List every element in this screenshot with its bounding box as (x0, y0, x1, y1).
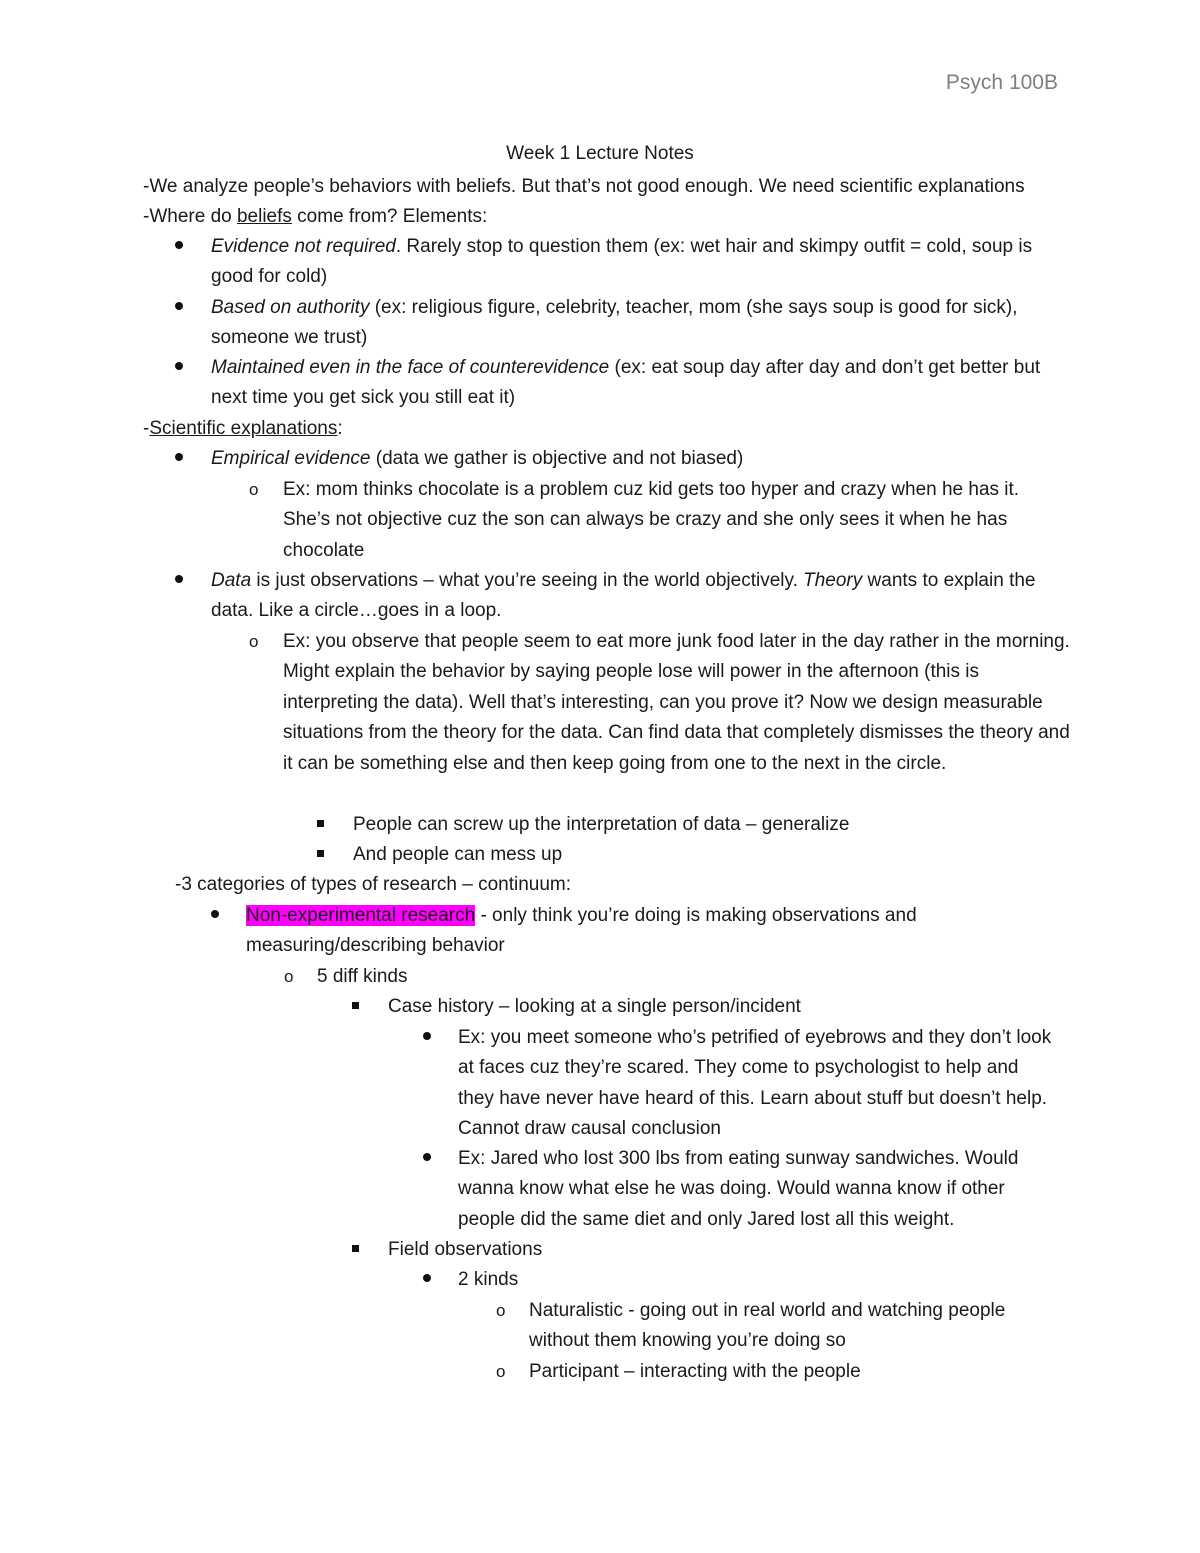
beliefs-term: beliefs (236, 206, 292, 227)
running-header: Psych 100B (945, 71, 1058, 94)
belief-term: Based on authority (211, 297, 370, 318)
theory-term: Theory (803, 570, 863, 591)
belief-item (211, 293, 1071, 354)
square-bullet-icon (317, 840, 324, 870)
belief-text: (ex: religious figure, celebrity, teacher, mom (she says soup is good for sick), someone we trust) (211, 297, 1018, 349)
field-kinds: 2 kinds (458, 1269, 519, 1290)
empirical-text: (data we gather is objective and not biased) (370, 448, 744, 469)
sub-point: And people can mess up (353, 844, 563, 865)
circle-bullet-icon: o (249, 632, 259, 651)
research-heading: -3 categories of types of research – continuum: (175, 874, 572, 895)
empirical-item (211, 444, 743, 474)
beliefs-question (143, 202, 487, 232)
field-observations: Field observations (388, 1239, 543, 1260)
nonexp-item (246, 901, 1006, 962)
scientific-term: Scientific explanations (149, 418, 338, 439)
scientific-prefix: - (143, 418, 150, 439)
field-type: Naturalistic - going out in real world and watching people without them knowing you’re doing so (529, 1300, 1006, 1352)
bullet-icon (175, 444, 183, 474)
case-example: Ex: you meet someone who’s petrified of eyebrows and they don’t look at faces cuz they’re scared. They come to psychologist to help and they have never have heard of this. Learn about stuff but doesn’t help. Cannot draw causal conclusion (458, 1027, 1052, 1140)
data-term: Data (211, 570, 252, 591)
kinds-label: 5 diff kinds (317, 966, 408, 987)
belief-term: Maintained even in the face of counterevidence (211, 357, 610, 378)
case-history: Case history – looking at a single person/incident (388, 996, 801, 1017)
belief-term: Evidence not required (211, 236, 396, 257)
empirical-term: Empirical evidence (211, 448, 371, 469)
belief-text: (ex: eat soup day after day and don’t get better but next time you get sick you still eat it) (211, 357, 1041, 409)
square-bullet-icon (317, 810, 324, 840)
bullet-icon (175, 566, 183, 596)
data-text: is just observations – what you’re seeing in the world objectively. (251, 570, 804, 591)
data-example: Ex: you observe that people seem to eat more junk food later in the day rather in the morning. Might explain the behavior by saying people lose will power in the afternoon (this is interpreting the data). Well that’s interesting, can you prove it? Now we design measurable situations from the theory for the data. Can find data that completely dismisses the theory and it can be something else and then keep going from one to the next in the circle. (283, 631, 1070, 774)
bullet-icon (175, 293, 183, 323)
bullet-icon (423, 1265, 431, 1295)
bullet-icon (175, 232, 183, 262)
belief-text: . Rarely stop to question them (ex: wet hair and skimpy outfit = cold, soup is good for cold) (211, 236, 1033, 288)
beliefs-prefix: -Where do (143, 206, 237, 227)
square-bullet-icon (352, 992, 359, 1022)
scientific-heading (143, 414, 343, 444)
scientific-suffix: : (337, 418, 343, 439)
highlighted-term: Non-experimental research (246, 905, 476, 926)
belief-item (211, 353, 1071, 414)
data-item (211, 566, 1071, 627)
circle-bullet-icon: o (284, 967, 294, 986)
bullet-icon (211, 901, 219, 931)
bullet-icon (423, 1144, 431, 1174)
nonexp-text: - only think you’re doing is making observations and measuring/describing behavior (246, 905, 917, 957)
square-bullet-icon (352, 1235, 359, 1265)
empirical-example: Ex: mom thinks chocolate is a problem cuz kid gets too hyper and crazy when he has it. She’s not objective cuz the son can always be crazy and she only sees it when he has chocolate (283, 479, 1020, 561)
field-type: Participant – interacting with the people (529, 1361, 861, 1382)
case-example: Ex: Jared who lost 300 lbs from eating sunway sandwiches. Would wanna know what else he was doing. Would wanna know if other people did the same diet and only Jared lost all this weight. (458, 1148, 1019, 1230)
bullet-icon (423, 1023, 431, 1053)
page-title: Week 1 Lecture Notes (506, 143, 694, 164)
theory-text: wants to explain the data. Like a circle…goes in a loop. (211, 570, 1036, 622)
intro-line: -We analyze people’s behaviors with beliefs. But that’s not good enough. We need scientific explanations (143, 176, 1025, 197)
circle-bullet-icon: o (496, 1301, 506, 1320)
belief-item (211, 232, 1071, 293)
circle-bullet-icon: o (496, 1362, 506, 1381)
sub-point: People can screw up the interpretation of data – generalize (353, 814, 850, 835)
beliefs-suffix: come from? Elements: (291, 206, 488, 227)
circle-bullet-icon: o (249, 480, 259, 499)
bullet-icon (175, 353, 183, 383)
